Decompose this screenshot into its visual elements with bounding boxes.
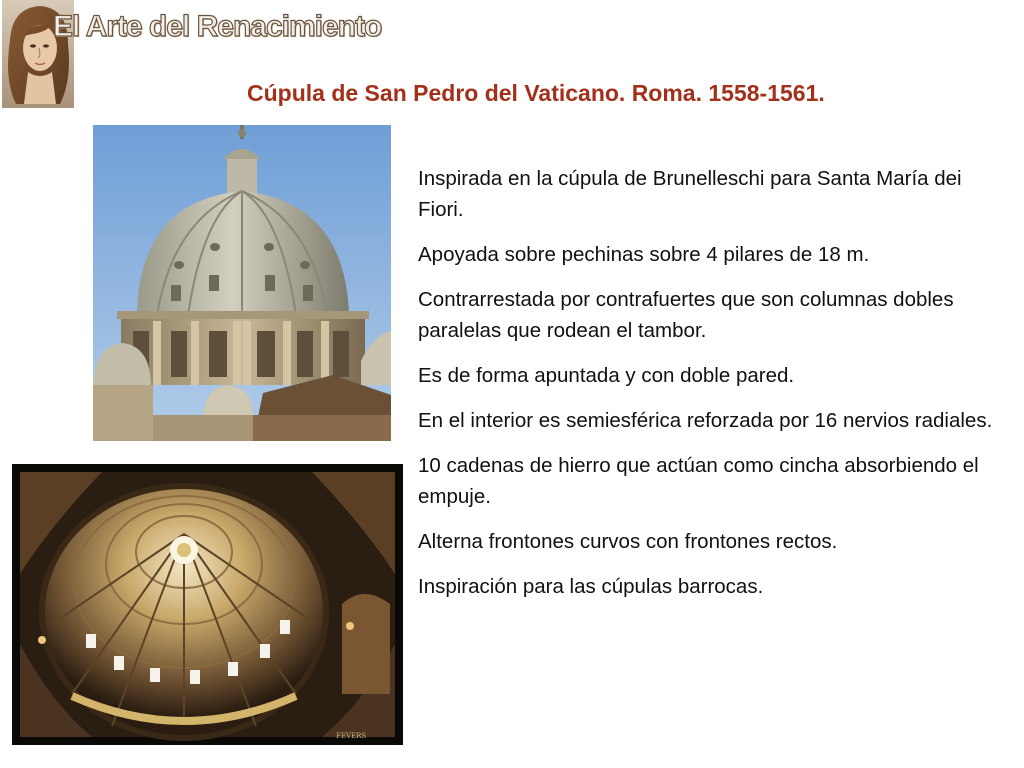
paragraph: Contrarrestada por contrafuertes que son columnas dobles paralelas que rodean el tambor. bbox=[418, 288, 954, 342]
photo-credit: FEVERS bbox=[336, 732, 367, 740]
paragraph: Inspiración para las cúpulas barrocas. bbox=[418, 575, 764, 598]
logo-title: El Arte del Renacimiento bbox=[53, 10, 382, 43]
paragraph: Inspirada en la cúpula de Brunelleschi para Santa María dei Fiori. bbox=[418, 167, 962, 221]
dome-exterior-photo bbox=[93, 125, 391, 441]
slide-body bbox=[418, 163, 1008, 616]
paragraph: En el interior es semiesférica reforzada por 16 nervios radiales. bbox=[418, 409, 993, 432]
slide-title: Cúpula de San Pedro del Vaticano. Roma. 1558-1561. bbox=[247, 80, 825, 106]
paragraph: Alterna frontones curvos con frontones rectos. bbox=[418, 530, 838, 553]
paragraph: Apoyada sobre pechinas sobre 4 pilares de 18 m. bbox=[418, 243, 870, 266]
paragraph: 10 cadenas de hierro que actúan como cincha absorbiendo el empuje. bbox=[418, 454, 979, 508]
paragraph: Es de forma apuntada y con doble pared. bbox=[418, 364, 795, 387]
dome-interior-photo bbox=[12, 464, 403, 745]
